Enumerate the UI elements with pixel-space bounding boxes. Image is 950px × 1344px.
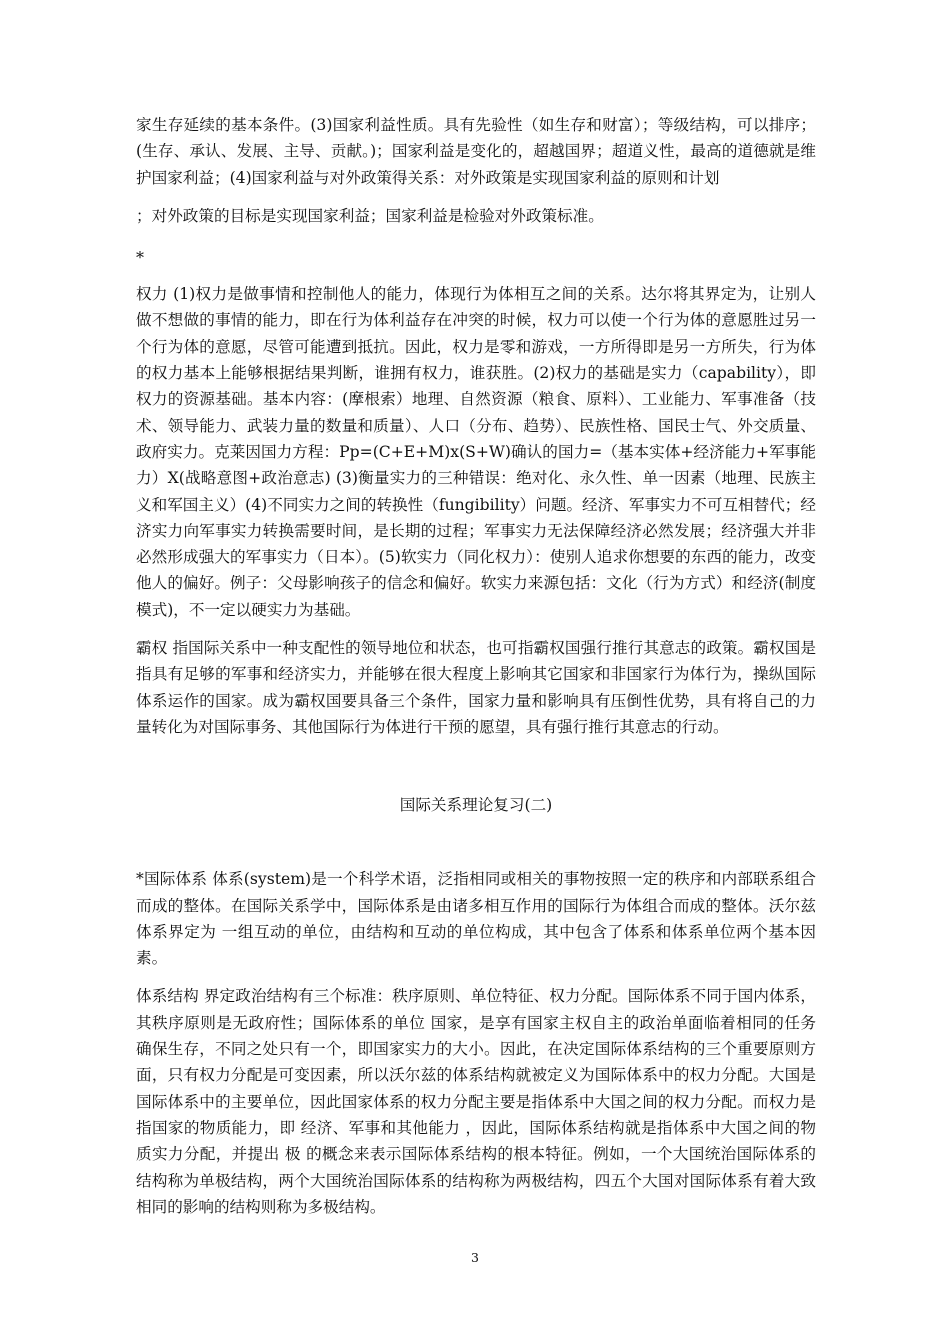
paragraph-hegemony: 霸权 指国际关系中一种支配性的领导地位和状态，也可指霸权国强行推行其意志的政策。霸权国是指具有足够的军事和经济实力，并能够在很大程度上影响其它国家和非国家行为体行为，操纵国际体系运作的国家。成为霸权国要具备三个条件，国家力量和影响具有压倒性优势，具有将自己的力量转化为对国际事务、其他国际行为体进行干预的愿望，具有强行推行其意志的行动。: [136, 639, 816, 736]
page-number: 3: [471, 1250, 479, 1265]
section-title: 国际关系理论复习(二): [399, 796, 553, 815]
paragraph-foreign-policy: ；对外政策的目标是实现国家利益；国家利益是检验对外政策标准。: [136, 206, 604, 225]
page-content: [136, 112, 816, 1232]
asterisk-marker: *: [136, 248, 144, 268]
paragraph-national-interest: 家生存延续的基本条件。(3)国家利益性质。具有先验性（如生存和财富）；等级结构，可以排序；(生存、承认、发展、主导、贡献。)；国家利益是变化的，超越国界；超道义性，最高的道德就是维护国家利益；(4)国家利益与对外政策得关系：对外政策是实现国家利益的原则和计划: [136, 116, 816, 187]
paragraph-power: 权力 (1)权力是做事情和控制他人的能力，体现行为体相互之间的关系。达尔将其界定为，让别人做不想做的事情的能力，即在行为体利益存在冲突的时候，权力可以使一个行为体的意愿胜过另一个行为体的意愿，尽管可能遭到抵抗。因此，权力是零和游戏，一方所得即是另一方所失，行为体的权力基本上能够根据结果判断，谁拥有权力，谁获胜。(2)权力的基础是实力（capability），即权力的资源基础。基本内容：(摩根索）地理、自然资源（粮食、原料）、工业能力、军事准备（技术、领导能力、武装力量的数量和质量）、人口（分布、趋势）、民族性格、国民士气、外交质量、政府实力。克莱因国力方程：Pp=(C+E+M)x(S+W)确认的国力=（基本实体+经济能力+军事能力）X(战略意图+政治意志) (3)衡量实力的三种错误：绝对化、永久性、单一因素（地理、民族主义和军国主义）(4)不同实力之间的转换性（fungibility）问题。经济、军事实力不可互相替代；经济实力向军事实力转换需要时间，是长期的过程；军事实力无法保障经济必然发展；经济强大并非必然形成强大的军事实力（日本）。(5)软实力（同化权力）：使别人追求你想要的东西的能力，改变他人的偏好。例子：父母影响孩子的信念和偏好。软实力来源包括：文化（行为方式）和经济(制度模式)，不一定以硬实力为基础。: [136, 285, 816, 619]
paragraph-international-system: *国际体系 体系(system)是一个科学术语，泛指相同或相关的事物按照一定的秩序和内部联系组合而成的整体。在国际关系学中，国际体系是由诸多相互作用的国际行为体组合而成的整体。沃尔兹体系界定为 一组互动的单位，由结构和互动的单位构成，其中包含了体系和体系单位两个基本因素。: [136, 870, 816, 968]
paragraph-system-structure: 体系结构 界定政治结构有三个标准：秩序原则、单位特征、权力分配。国际体系不同于国内体系，其秩序原则是无政府性；国际体系的单位 国家，是享有国家主权自主的政治单面临着相同的任务 确保生存，不同之处只有一个，即国家实力的大小。因此，在决定国际体系结构的三个重要原则方面，只有权力分配是可变因素，所以沃尔兹的体系结构就被定义为国际体系中的权力分配。大国是国际体系中的主要单位，因此国家体系的权力分配主要是指体系中大国之间的权力分配。而权力是指国家的物质能力，即 经济、军事和其他能力 ，因此，国际体系结构就是指体系中大国之间的物质实力分配，并提出 极 的概念来表示国际体系结构的根本特征。例如，一个大国统治国际体系的结构称为单极结构，两个大国统治国际体系的结构称为两极结构，四五个大国对国际体系有着大致相同的影响的结构则称为多极结构。: [136, 987, 816, 1216]
